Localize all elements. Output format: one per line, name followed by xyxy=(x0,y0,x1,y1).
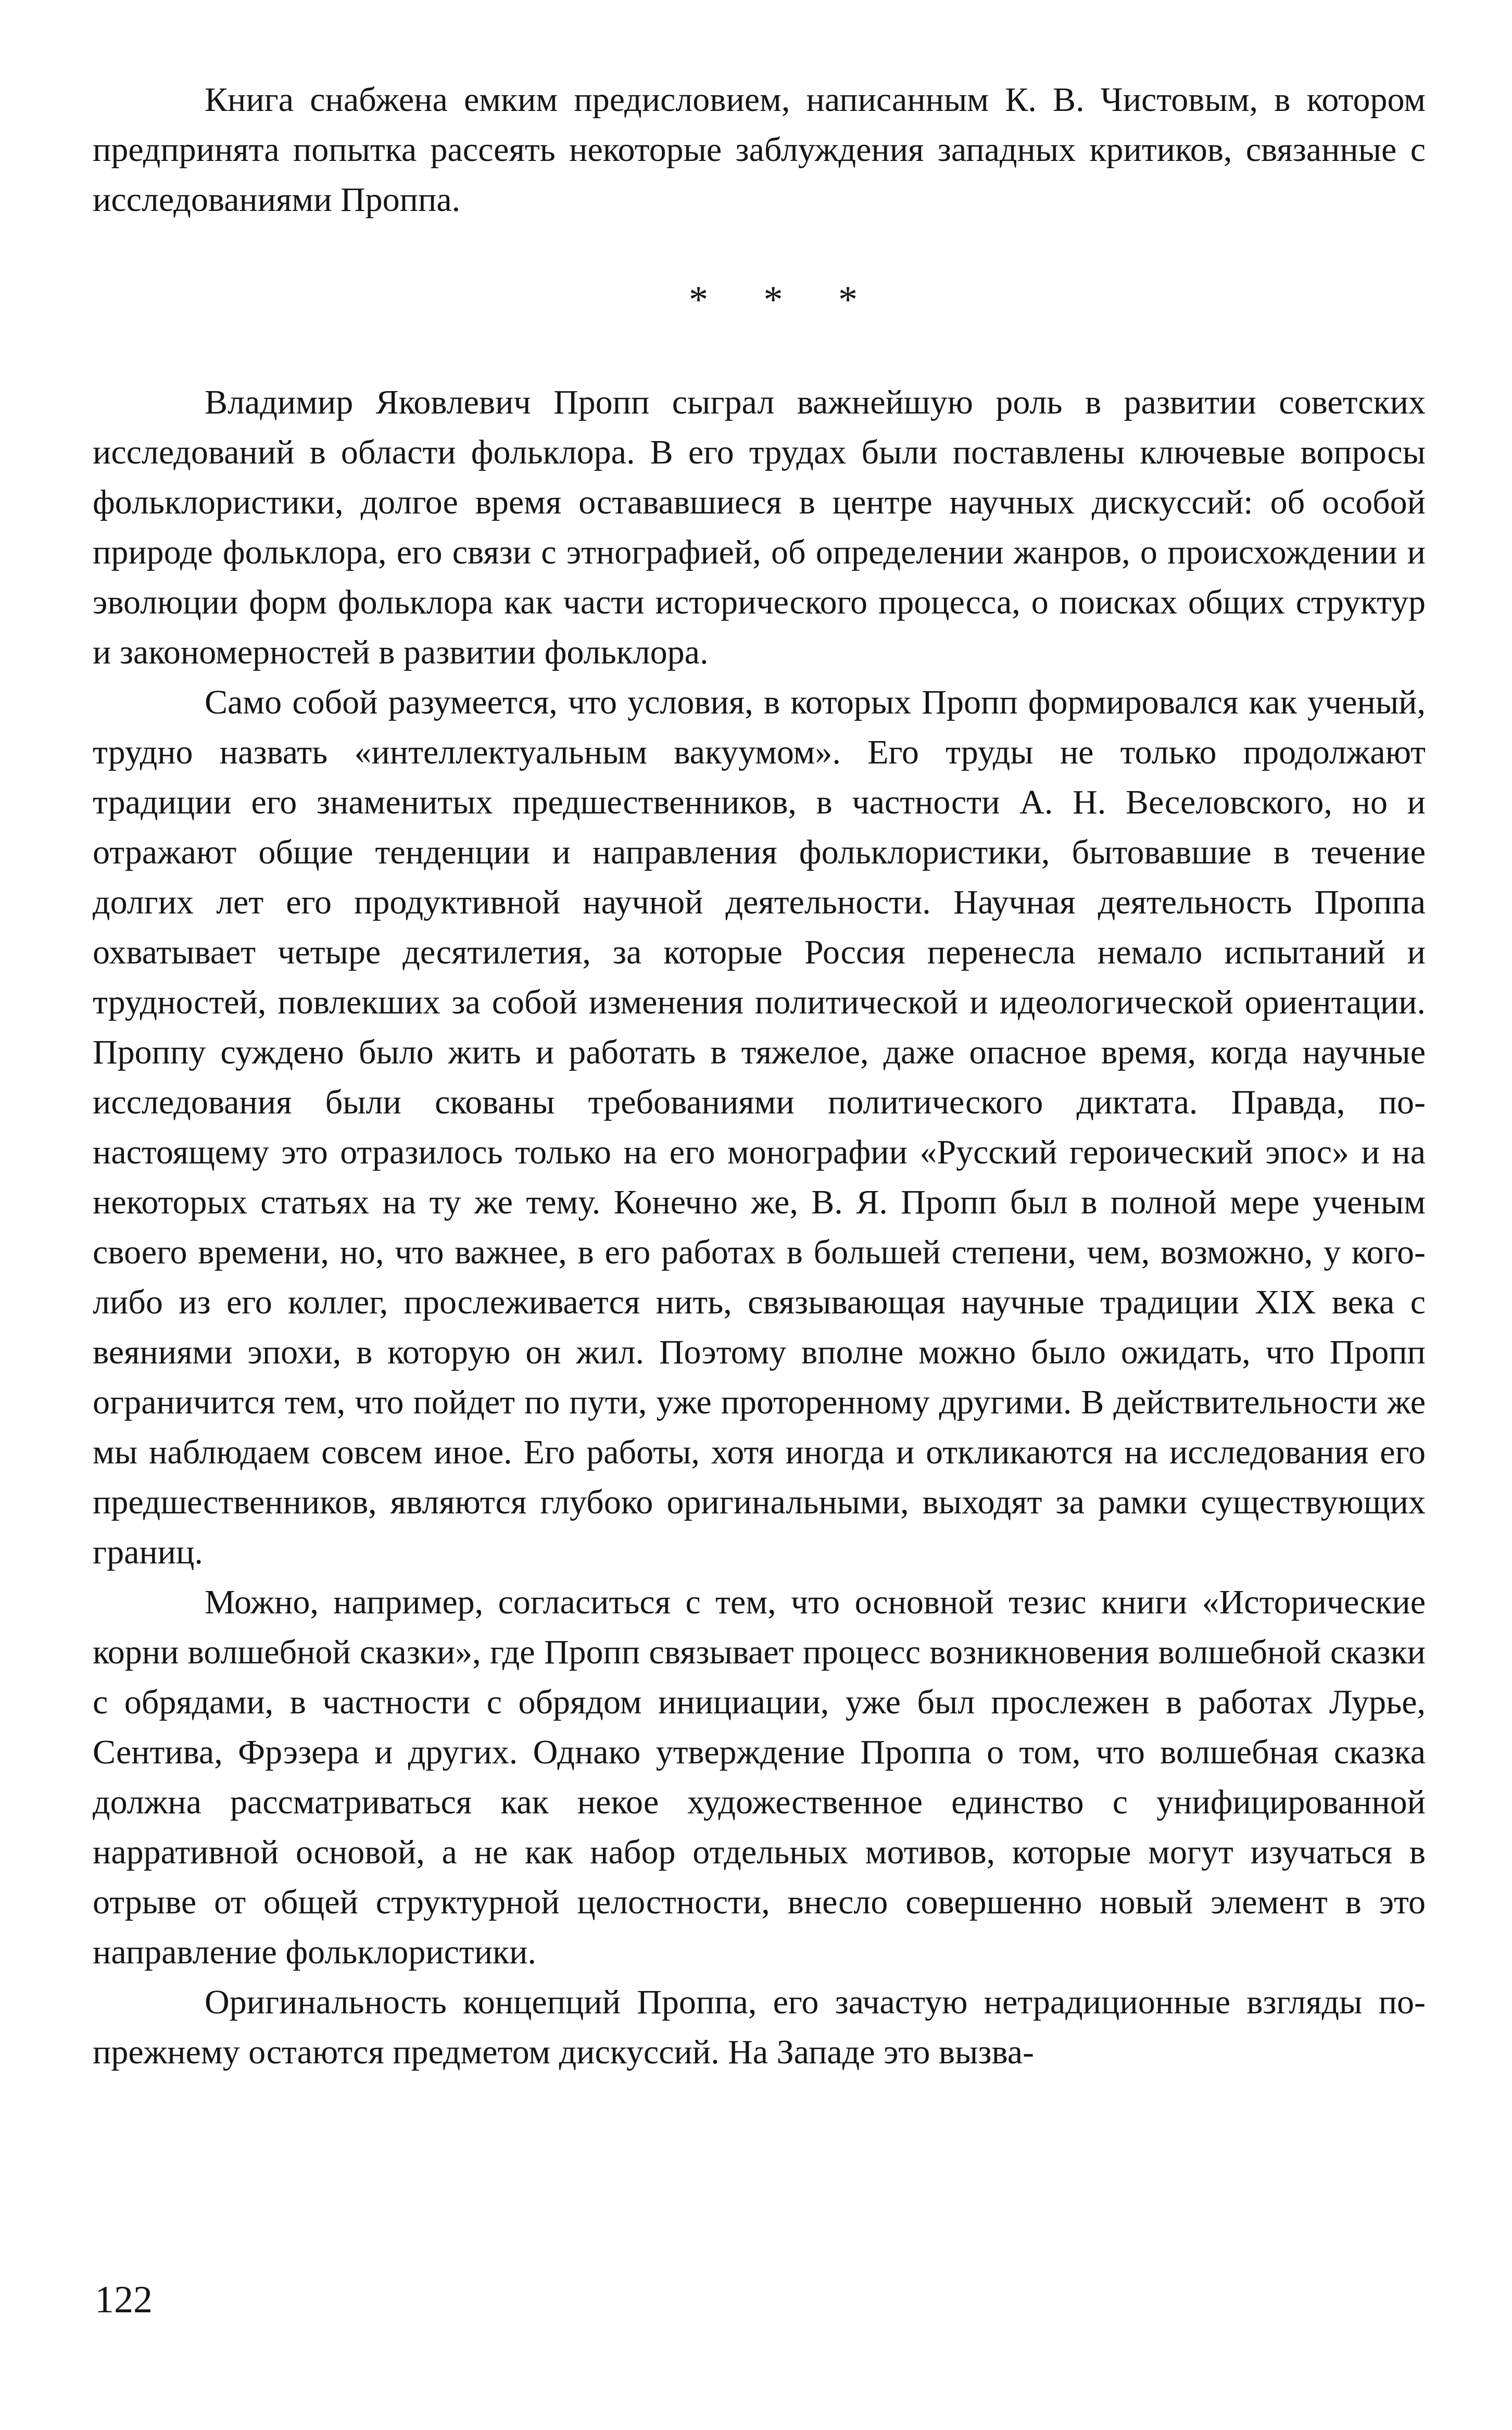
intro-text-block xyxy=(93,75,1426,225)
section-separator: * * * xyxy=(689,279,880,321)
page-number: 122 xyxy=(95,2278,153,2321)
paragraph-4: Оригинальность концепций Проппа, его зачастую нетрадиционные взгляды по-прежнему остаются предметом дискуссий. На Западе это вызва- xyxy=(93,1983,1426,2071)
paragraph-3: Можно, например, согласиться с тем, что основной тезис книги «Исторические корни волшебной сказки», где Пропп связывает процесс возникновения волшебной сказки с обрядами, в частности с обрядом инициации, уже был прослежен в работах Лурье, Сентива, Фрэзера и других. Однако утверждение Проппа о том, что волшебная сказка должна рассматриваться как некое художественное единство с унифицированной нарративной основой, а не как набор отдельных мотивов, которые могут изучаться в отрыве от общей структурной целостности, внесло совершенно новый элемент в это направление фольклористики. xyxy=(93,1583,1426,1971)
body-text-block xyxy=(93,378,1426,2077)
intro-paragraph: Книга снабжена емким предисловием, написанным К. В. Чистовым, в котором предпринята попытка рассеять некоторые заблуждения западных критиков, связанные с исследованиями Проппа. xyxy=(93,81,1426,219)
paragraph-1: Владимир Яковлевич Пропп сыграл важнейшую роль в развитии советских исследований в области фольклора. В его трудах были поставлены ключевые вопросы фольклористики, долгое время остававшиеся в центре научных дискуссий: об особой природе фольклора, его связи с этнографией, об определении жанров, о происхождении и эволюции форм фольклора как части исторического процесса, о поисках общих структур и закономерностей в развитии фольклора. xyxy=(93,383,1426,671)
paragraph-2: Само собой разумеется, что условия, в которых Пропп формировался как ученый, трудно назвать «интеллектуальным вакуумом». Его труды не только продолжают традиции его знаменитых предшественников, в частности А. Н. Веселовского, но и отражают общие тенденции и направления фольклористики, бытовавшие в течение долгих лет его продуктивной научной деятельности. Научная деятельность Проппа охватывает четыре десятилетия, за которые Россия перенесла немало испытаний и трудностей, повлекших за собой изменения политической и идеологической ориентации. Проппу суждено было жить и работать в тяжелое, даже опасное время, когда научные исследования были скованы требованиями политического диктата. Правда, по-настоящему это отразилось только на его монографии «Русский героический эпос» и на некоторых статьях на ту же тему. Конечно же, В. Я. Пропп был в полной мере ученым своего времени, но, что важнее, в его работах в большей степени, чем, возможно, у кого-либо из его коллег, прослеживается нить, связывающая научные традиции XIX века с веяниями эпохи, в которую он жил. Поэтому вполне можно было ожидать, что Пропп ограничится тем, что пойдет по пути, уже проторенному другими. В действительности же мы наблюдаем совсем иное. Его работы, хотя иногда и откликаются на исследования его предшественников, являются глубоко оригинальными, выходят за рамки существующих границ. xyxy=(93,683,1426,1571)
